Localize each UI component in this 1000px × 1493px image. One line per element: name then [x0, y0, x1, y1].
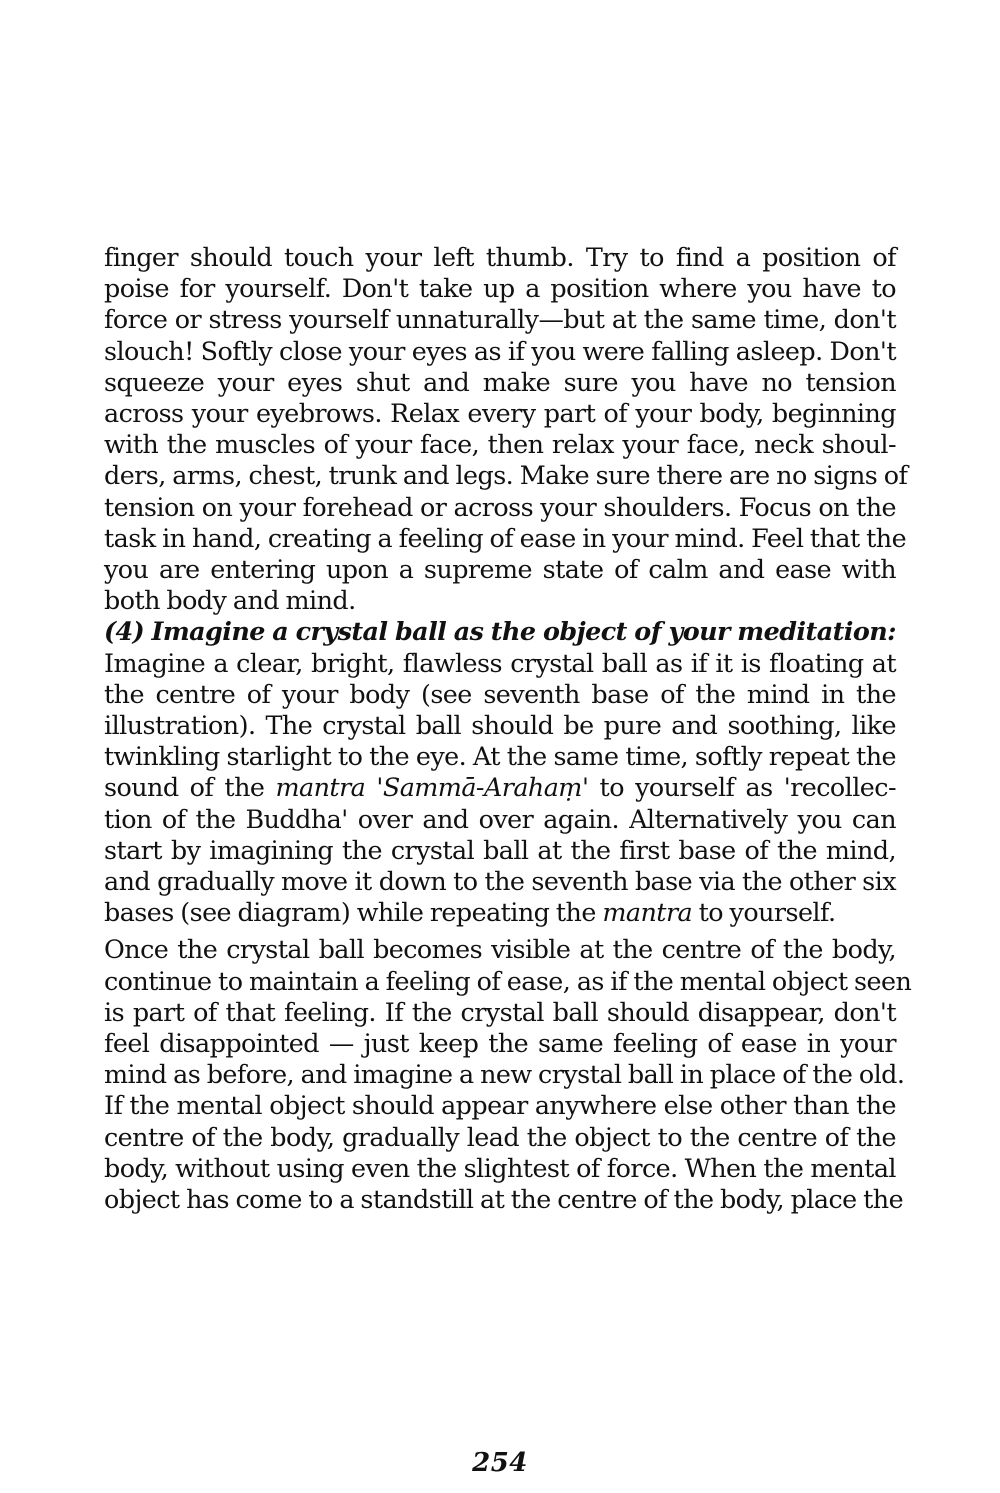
paragraph-crystal-visible: [104, 934, 912, 1215]
section-heading: (4) Imagine a crystal ball as the object of your meditation:: [104, 616, 896, 647]
paragraph-crystal-ball: [104, 616, 896, 928]
text-line: ders, arms, chest, trunk and legs. Make sure there are no signs of: [104, 460, 908, 491]
mantra-term: mantra: [275, 772, 366, 803]
text-line: with the muscles of your face, then relax your face, neck shoul-: [104, 429, 896, 460]
text-line: slouch! Softly close your eyes as if you were falling asleep. Don't: [104, 335, 896, 366]
text-line: is part of that feeling. If the crystal ball should disappear, don't: [104, 996, 896, 1027]
text-line: tion of the Buddha' over and over again. Alternatively you can: [104, 803, 896, 834]
text-line: illustration). The crystal ball should be pure and soothing, like: [104, 710, 896, 741]
text-line: task in hand, creating a feeling of ease in your mind. Feel that the: [104, 522, 907, 553]
text-fragment: bases (see diagram) while repeating the: [104, 897, 603, 928]
paragraph-posture: [104, 242, 908, 616]
page-number: 254: [472, 1448, 528, 1478]
text-line: the centre of your body (see seventh base of the mind in the: [104, 678, 896, 709]
text-line: force or stress yourself unnaturally—but at the same time, don't: [104, 304, 896, 335]
text-line: finger should touch your left thumb. Try to find a position of: [104, 242, 896, 272]
text-line: continue to maintain a feeling of ease, as if the mental object seen: [104, 965, 912, 996]
text-line: and gradually move it down to the seventh base via the other six: [104, 866, 896, 897]
text-line: poise for yourself. Don't take up a position where you have to: [104, 273, 896, 304]
mantra-name: 'Sammā-Arahaṃ': [365, 772, 589, 803]
text-line: start by imagining the crystal ball at the first base of the mind,: [104, 834, 896, 865]
text-fragment: to yourself.: [692, 897, 836, 928]
text-line: Once the crystal ball becomes visible at the centre of the body,: [104, 934, 896, 965]
text-line-mantra: [104, 772, 896, 803]
text-line: across your eyebrows. Relax every part of your body, beginning: [104, 398, 896, 429]
text-line: feel disappointed — just keep the same feeling of ease in your: [104, 1028, 896, 1059]
text-fragment: to yourself as 'recollec-: [588, 772, 896, 803]
text-line: tension on your forehead or across your shoulders. Focus on the: [104, 491, 896, 522]
text-line: mind as before, and imagine a new crystal ball in place of the old.: [104, 1059, 905, 1090]
text-line: [104, 897, 896, 928]
page-body: [104, 242, 912, 1215]
text-fragment: sound of the: [104, 772, 276, 803]
text-line: both body and mind.: [104, 585, 356, 616]
text-line: you are entering upon a supreme state of calm and ease with: [104, 554, 896, 585]
text-line: squeeze your eyes shut and make sure you have no tension: [104, 366, 896, 397]
text-line: object has come to a standstill at the centre of the body, place the: [104, 1184, 904, 1215]
text-line: If the mental object should appear anywhere else other than the: [104, 1090, 896, 1121]
text-line: centre of the body, gradually lead the object to the centre of the: [104, 1121, 896, 1152]
text-line: Imagine a clear, bright, flawless crystal ball as if it is floating at: [104, 647, 896, 678]
mantra-term: mantra: [602, 897, 693, 928]
text-line: twinkling starlight to the eye. At the same time, softly repeat the: [104, 741, 896, 772]
text-line: body, without using even the slightest of force. When the mental: [104, 1152, 896, 1183]
